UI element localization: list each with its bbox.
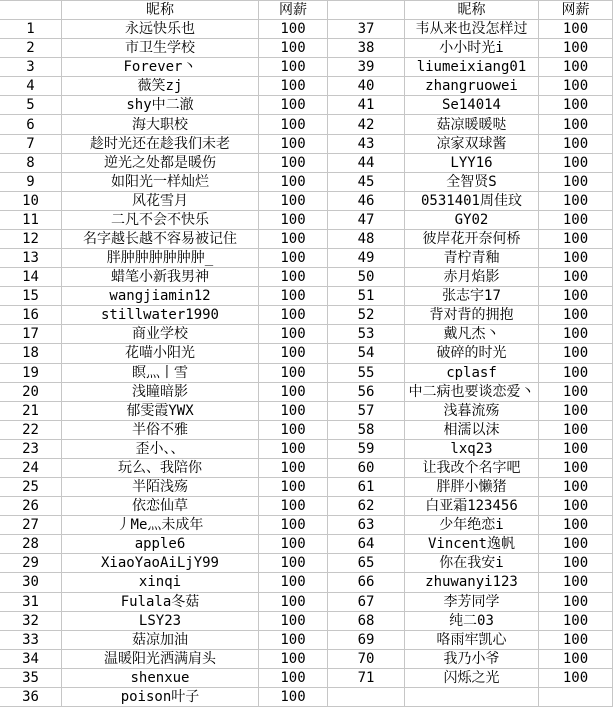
pay-cell[interactable]: 100 — [259, 249, 328, 268]
pay-cell[interactable]: 100 — [259, 211, 328, 230]
row-index-cell[interactable]: 14 — [0, 268, 62, 287]
pay-cell[interactable]: 100 — [539, 383, 613, 402]
row-index-cell[interactable]: 53 — [328, 325, 405, 344]
empty-cell[interactable] — [328, 688, 405, 707]
pay-cell[interactable]: 100 — [539, 497, 613, 516]
pay-cell[interactable]: 100 — [259, 383, 328, 402]
row-index-cell[interactable]: 50 — [328, 268, 405, 287]
row-index-cell[interactable]: 29 — [0, 554, 62, 573]
nickname-cell[interactable]: apple6 — [62, 535, 259, 554]
row-index-cell[interactable]: 21 — [0, 402, 62, 421]
pay-cell[interactable]: 100 — [539, 249, 613, 268]
nickname-cell[interactable]: 李芳同学 — [405, 593, 539, 612]
nickname-cell[interactable]: 薇笑zj — [62, 77, 259, 96]
empty-cell[interactable] — [405, 688, 539, 707]
row-index-cell[interactable]: 16 — [0, 306, 62, 325]
nickname-header[interactable]: 昵称 — [405, 1, 539, 20]
row-index-cell[interactable]: 62 — [328, 497, 405, 516]
nickname-cell[interactable]: 郁雯霞YWX — [62, 402, 259, 421]
pay-cell[interactable]: 100 — [259, 402, 328, 421]
row-index-cell[interactable]: 18 — [0, 344, 62, 363]
nickname-cell[interactable]: 市卫生学校 — [62, 39, 259, 58]
pay-cell[interactable]: 100 — [539, 344, 613, 363]
nickname-cell[interactable]: Forever丶 — [62, 58, 259, 77]
row-index-cell[interactable]: 46 — [328, 192, 405, 211]
nickname-cell[interactable]: 白亚霜123456 — [405, 497, 539, 516]
nickname-cell[interactable]: LSY23 — [62, 612, 259, 631]
nickname-cell[interactable]: 歪小、、 — [62, 440, 259, 459]
pay-cell[interactable]: 100 — [259, 306, 328, 325]
row-index-cell[interactable]: 55 — [328, 364, 405, 383]
nickname-cell[interactable]: 玩么、我陪你 — [62, 459, 259, 478]
row-index-cell[interactable]: 38 — [328, 39, 405, 58]
nickname-cell[interactable]: zhuwanyi123 — [405, 573, 539, 592]
nickname-cell[interactable]: 青柠青釉 — [405, 249, 539, 268]
pay-cell[interactable]: 100 — [259, 96, 328, 115]
nickname-cell[interactable]: 二凡不会不快乐 — [62, 211, 259, 230]
row-index-cell[interactable]: 61 — [328, 478, 405, 497]
row-index-cell[interactable]: 43 — [328, 135, 405, 154]
pay-cell[interactable]: 100 — [259, 688, 328, 707]
row-index-cell[interactable]: 24 — [0, 459, 62, 478]
nickname-cell[interactable]: 丿Me灬未成年 — [62, 516, 259, 535]
nickname-cell[interactable]: 我乃小爷 — [405, 650, 539, 669]
index-header[interactable] — [328, 1, 405, 20]
pay-cell[interactable]: 100 — [539, 115, 613, 134]
row-index-cell[interactable]: 39 — [328, 58, 405, 77]
row-index-cell[interactable]: 10 — [0, 192, 62, 211]
pay-cell[interactable]: 100 — [259, 325, 328, 344]
row-index-cell[interactable]: 70 — [328, 650, 405, 669]
nickname-cell[interactable]: Se14014 — [405, 96, 539, 115]
pay-cell[interactable]: 100 — [539, 154, 613, 173]
pay-header[interactable]: 网薪 — [539, 1, 613, 20]
pay-cell[interactable]: 100 — [259, 631, 328, 650]
nickname-cell[interactable]: 你在我安i — [405, 554, 539, 573]
row-index-cell[interactable]: 65 — [328, 554, 405, 573]
pay-cell[interactable]: 100 — [259, 173, 328, 192]
pay-cell[interactable]: 100 — [539, 573, 613, 592]
nickname-cell[interactable]: XiaoYaoAiLjY99 — [62, 554, 259, 573]
nickname-cell[interactable]: 相濡以沫 — [405, 421, 539, 440]
nickname-cell[interactable]: 半陌浅殇 — [62, 478, 259, 497]
row-index-cell[interactable]: 56 — [328, 383, 405, 402]
pay-cell[interactable]: 100 — [259, 287, 328, 306]
index-header[interactable] — [0, 1, 62, 20]
row-index-cell[interactable]: 41 — [328, 96, 405, 115]
nickname-cell[interactable]: 胖胖小懒猪 — [405, 478, 539, 497]
nickname-cell[interactable]: Vincent逸帆 — [405, 535, 539, 554]
nickname-cell[interactable]: 背对背的拥抱 — [405, 306, 539, 325]
nickname-cell[interactable]: 风花雪月 — [62, 192, 259, 211]
row-index-cell[interactable]: 45 — [328, 173, 405, 192]
pay-cell[interactable]: 100 — [259, 268, 328, 287]
row-index-cell[interactable]: 31 — [0, 593, 62, 612]
nickname-cell[interactable]: 全智贤S — [405, 173, 539, 192]
pay-cell[interactable]: 100 — [259, 192, 328, 211]
nickname-cell[interactable]: poison叶子 — [62, 688, 259, 707]
row-index-cell[interactable]: 13 — [0, 249, 62, 268]
row-index-cell[interactable]: 9 — [0, 173, 62, 192]
pay-cell[interactable]: 100 — [539, 516, 613, 535]
pay-cell[interactable]: 100 — [539, 554, 613, 573]
pay-cell[interactable]: 100 — [259, 364, 328, 383]
pay-cell[interactable]: 100 — [259, 535, 328, 554]
pay-cell[interactable]: 100 — [259, 421, 328, 440]
row-index-cell[interactable]: 36 — [0, 688, 62, 707]
row-index-cell[interactable]: 11 — [0, 211, 62, 230]
nickname-cell[interactable]: 花喵小阳光 — [62, 344, 259, 363]
nickname-cell[interactable]: 浅瞳暗影 — [62, 383, 259, 402]
row-index-cell[interactable]: 63 — [328, 516, 405, 535]
pay-cell[interactable]: 100 — [259, 516, 328, 535]
pay-cell[interactable]: 100 — [259, 230, 328, 249]
pay-cell[interactable]: 100 — [259, 58, 328, 77]
nickname-cell[interactable]: 韦从来也没怎样过 — [405, 20, 539, 39]
nickname-cell[interactable]: liumeixiang01 — [405, 58, 539, 77]
pay-cell[interactable]: 100 — [259, 344, 328, 363]
nickname-cell[interactable]: 温暖阳光洒满肩头 — [62, 650, 259, 669]
row-index-cell[interactable]: 71 — [328, 669, 405, 688]
row-index-cell[interactable]: 33 — [0, 631, 62, 650]
nickname-cell[interactable]: 蜡笔小新我男神 — [62, 268, 259, 287]
nickname-cell[interactable]: 咯雨牢凯心 — [405, 631, 539, 650]
pay-cell[interactable]: 100 — [539, 421, 613, 440]
nickname-cell[interactable]: 凉家双球酱 — [405, 135, 539, 154]
pay-cell[interactable]: 100 — [539, 364, 613, 383]
row-index-cell[interactable]: 51 — [328, 287, 405, 306]
empty-cell[interactable] — [539, 688, 613, 707]
nickname-cell[interactable]: 商业学校 — [62, 325, 259, 344]
nickname-cell[interactable]: 菇凉暖暖哒 — [405, 115, 539, 134]
row-index-cell[interactable]: 69 — [328, 631, 405, 650]
row-index-cell[interactable]: 58 — [328, 421, 405, 440]
row-index-cell[interactable]: 15 — [0, 287, 62, 306]
pay-cell[interactable]: 100 — [259, 459, 328, 478]
nickname-cell[interactable]: 张志宇17 — [405, 287, 539, 306]
nickname-cell[interactable]: 戴凡杰丶 — [405, 325, 539, 344]
row-index-cell[interactable]: 23 — [0, 440, 62, 459]
pay-cell[interactable]: 100 — [539, 650, 613, 669]
pay-cell[interactable]: 100 — [259, 593, 328, 612]
nickname-cell[interactable]: 半俗不雅 — [62, 421, 259, 440]
row-index-cell[interactable]: 57 — [328, 402, 405, 421]
row-index-cell[interactable]: 47 — [328, 211, 405, 230]
nickname-cell[interactable]: 菇凉加油 — [62, 631, 259, 650]
nickname-cell[interactable]: cplasf — [405, 364, 539, 383]
nickname-cell[interactable]: 让我改个名字吧 — [405, 459, 539, 478]
row-index-cell[interactable]: 26 — [0, 497, 62, 516]
row-index-cell[interactable]: 32 — [0, 612, 62, 631]
nickname-cell[interactable]: 少年绝恋i — [405, 516, 539, 535]
pay-cell[interactable]: 100 — [539, 535, 613, 554]
pay-cell[interactable]: 100 — [539, 230, 613, 249]
row-index-cell[interactable]: 27 — [0, 516, 62, 535]
nickname-cell[interactable]: 名字越长越不容易被记住 — [62, 230, 259, 249]
row-index-cell[interactable]: 25 — [0, 478, 62, 497]
pay-cell[interactable]: 100 — [259, 573, 328, 592]
pay-cell[interactable]: 100 — [539, 631, 613, 650]
row-index-cell[interactable]: 35 — [0, 669, 62, 688]
pay-cell[interactable]: 100 — [539, 211, 613, 230]
nickname-cell[interactable]: stillwater1990 — [62, 306, 259, 325]
pay-cell[interactable]: 100 — [539, 459, 613, 478]
pay-cell[interactable]: 100 — [259, 669, 328, 688]
row-index-cell[interactable]: 40 — [328, 77, 405, 96]
row-index-cell[interactable]: 3 — [0, 58, 62, 77]
row-index-cell[interactable]: 64 — [328, 535, 405, 554]
pay-cell[interactable]: 100 — [259, 497, 328, 516]
pay-header[interactable]: 网薪 — [259, 1, 328, 20]
row-index-cell[interactable]: 20 — [0, 383, 62, 402]
nickname-cell[interactable]: LYY16 — [405, 154, 539, 173]
pay-cell[interactable]: 100 — [539, 287, 613, 306]
nickname-header[interactable]: 昵称 — [62, 1, 259, 20]
nickname-cell[interactable]: shy中二澈 — [62, 96, 259, 115]
nickname-cell[interactable]: 逆光之处都是暖伤 — [62, 154, 259, 173]
pay-cell[interactable]: 100 — [539, 268, 613, 287]
row-index-cell[interactable]: 60 — [328, 459, 405, 478]
nickname-cell[interactable]: 瞑灬丨雪 — [62, 364, 259, 383]
row-index-cell[interactable]: 42 — [328, 115, 405, 134]
nickname-cell[interactable]: lxq23 — [405, 440, 539, 459]
pay-cell[interactable]: 100 — [539, 402, 613, 421]
row-index-cell[interactable]: 12 — [0, 230, 62, 249]
row-index-cell[interactable]: 28 — [0, 535, 62, 554]
pay-cell[interactable]: 100 — [539, 669, 613, 688]
row-index-cell[interactable]: 54 — [328, 344, 405, 363]
row-index-cell[interactable]: 4 — [0, 77, 62, 96]
pay-cell[interactable]: 100 — [259, 77, 328, 96]
pay-cell[interactable]: 100 — [259, 612, 328, 631]
row-index-cell[interactable]: 66 — [328, 573, 405, 592]
nickname-cell[interactable]: 闪烁之光 — [405, 669, 539, 688]
nickname-cell[interactable]: GY02 — [405, 211, 539, 230]
nickname-cell[interactable]: 浅暮流殇 — [405, 402, 539, 421]
nickname-cell[interactable]: 纯二03 — [405, 612, 539, 631]
nickname-cell[interactable]: 彼岸花开奈何桥 — [405, 230, 539, 249]
pay-cell[interactable]: 100 — [259, 154, 328, 173]
nickname-cell[interactable]: 如阳光一样灿烂 — [62, 173, 259, 192]
pay-cell[interactable]: 100 — [539, 135, 613, 154]
pay-cell[interactable]: 100 — [539, 612, 613, 631]
pay-cell[interactable]: 100 — [259, 554, 328, 573]
pay-cell[interactable]: 100 — [539, 58, 613, 77]
pay-cell[interactable]: 100 — [259, 39, 328, 58]
row-index-cell[interactable]: 49 — [328, 249, 405, 268]
pay-cell[interactable]: 100 — [259, 440, 328, 459]
row-index-cell[interactable]: 5 — [0, 96, 62, 115]
nickname-cell[interactable]: shenxue — [62, 669, 259, 688]
pay-cell[interactable]: 100 — [259, 20, 328, 39]
nickname-cell[interactable]: 依恋仙草 — [62, 497, 259, 516]
pay-cell[interactable]: 100 — [539, 325, 613, 344]
nickname-cell[interactable]: 0531401周佳玟 — [405, 192, 539, 211]
nickname-cell[interactable]: 趁时光还在趁我们未老 — [62, 135, 259, 154]
nickname-cell[interactable]: 小小时光i — [405, 39, 539, 58]
pay-cell[interactable]: 100 — [259, 478, 328, 497]
nickname-cell[interactable]: 海大职校 — [62, 115, 259, 134]
nickname-cell[interactable]: 中二病也要谈恋爱丶 — [405, 383, 539, 402]
row-index-cell[interactable]: 44 — [328, 154, 405, 173]
row-index-cell[interactable]: 37 — [328, 20, 405, 39]
pay-cell[interactable]: 100 — [539, 173, 613, 192]
pay-cell[interactable]: 100 — [259, 650, 328, 669]
pay-cell[interactable]: 100 — [259, 115, 328, 134]
nickname-cell[interactable]: 永远快乐也 — [62, 20, 259, 39]
row-index-cell[interactable]: 6 — [0, 115, 62, 134]
row-index-cell[interactable]: 67 — [328, 593, 405, 612]
pay-cell[interactable]: 100 — [539, 20, 613, 39]
pay-cell[interactable]: 100 — [539, 440, 613, 459]
pay-cell[interactable]: 100 — [539, 478, 613, 497]
row-index-cell[interactable]: 1 — [0, 20, 62, 39]
nickname-cell[interactable]: 赤月焰影 — [405, 268, 539, 287]
pay-cell[interactable]: 100 — [539, 77, 613, 96]
row-index-cell[interactable]: 7 — [0, 135, 62, 154]
row-index-cell[interactable]: 22 — [0, 421, 62, 440]
pay-cell[interactable]: 100 — [539, 39, 613, 58]
row-index-cell[interactable]: 8 — [0, 154, 62, 173]
row-index-cell[interactable]: 68 — [328, 612, 405, 631]
nickname-cell[interactable]: Fulala冬菇 — [62, 593, 259, 612]
pay-cell[interactable]: 100 — [539, 306, 613, 325]
row-index-cell[interactable]: 30 — [0, 573, 62, 592]
nickname-cell[interactable]: 破碎的时光 — [405, 344, 539, 363]
pay-cell[interactable]: 100 — [539, 192, 613, 211]
nickname-cell[interactable]: zhangruowei — [405, 77, 539, 96]
pay-cell[interactable]: 100 — [539, 593, 613, 612]
pay-cell[interactable]: 100 — [259, 135, 328, 154]
row-index-cell[interactable]: 52 — [328, 306, 405, 325]
pay-cell[interactable]: 100 — [539, 96, 613, 115]
nickname-cell[interactable]: wangjiamin12 — [62, 287, 259, 306]
row-index-cell[interactable]: 2 — [0, 39, 62, 58]
nickname-cell[interactable]: xinqi — [62, 573, 259, 592]
row-index-cell[interactable]: 34 — [0, 650, 62, 669]
nickname-cell[interactable]: 胖肿肿肿肿肿肿_ — [62, 249, 259, 268]
row-index-cell[interactable]: 19 — [0, 364, 62, 383]
row-index-cell[interactable]: 59 — [328, 440, 405, 459]
row-index-cell[interactable]: 48 — [328, 230, 405, 249]
row-index-cell[interactable]: 17 — [0, 325, 62, 344]
